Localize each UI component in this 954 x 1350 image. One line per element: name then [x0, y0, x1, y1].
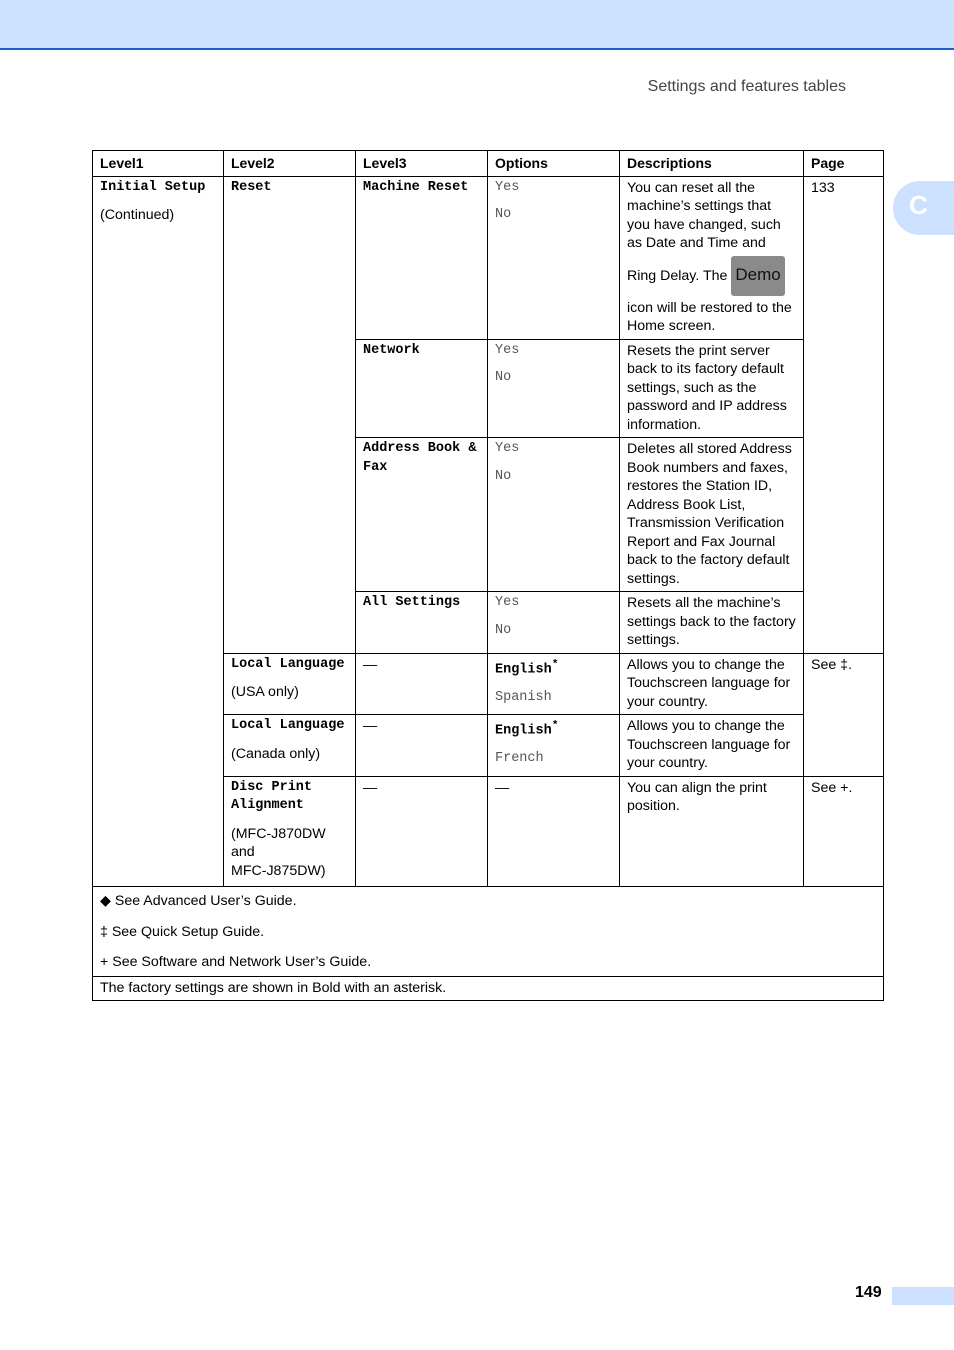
level3-name: Network [363, 342, 420, 358]
footnote: + See Software and Network User’s Guide. [100, 954, 372, 970]
level3-name: All Settings [363, 595, 461, 610]
level2-cell [224, 715, 356, 777]
page-ref: See ‡. [811, 656, 853, 673]
chapter-tab [893, 181, 954, 235]
default-asterisk: * [551, 658, 559, 671]
description-cell [620, 176, 804, 339]
level3-cell [356, 176, 488, 339]
options-cell [488, 176, 620, 339]
level3-cell [356, 438, 488, 592]
options-cell [488, 653, 620, 715]
level2-note: and [231, 844, 255, 860]
level2-note: MFC-J875DW) [231, 862, 326, 879]
page-number: 149 [855, 1284, 882, 1301]
factory-note: The factory settings are shown in Bold with an asterisk. [93, 976, 884, 1001]
option-value: No [495, 468, 512, 484]
description-text: You can reset all the machine’s settings that you have changed, such as Date and Time and [627, 179, 781, 251]
option-default [495, 656, 612, 680]
options-cell: — [488, 776, 620, 887]
description-cell: Allows you to change the Touchscreen language for your country. [620, 715, 804, 777]
level2-cell [224, 176, 356, 653]
description-text-inline [627, 253, 796, 299]
level3-cell: — [356, 776, 488, 887]
page-cell [804, 176, 884, 653]
top-header-band [0, 0, 954, 50]
level3-cell [356, 339, 488, 438]
description-text: Ring Delay. The [627, 267, 728, 284]
level3-name: Address Book & Fax [363, 441, 477, 475]
options-cell [488, 715, 620, 777]
footnotes-row [93, 887, 884, 977]
option-value: No [495, 207, 512, 222]
level2-name: Alignment [231, 798, 304, 813]
level1-cell [93, 176, 224, 887]
column-header: Page [804, 151, 884, 177]
level2-name: Local Language [231, 718, 345, 733]
level3-cell: — [356, 715, 488, 777]
description-text: icon will be restored to the Home screen. [627, 299, 792, 334]
option-value: No [495, 370, 512, 385]
footnotes-cell [93, 887, 884, 977]
settings-table [92, 150, 884, 1001]
options-cell [488, 339, 620, 438]
table-row [93, 176, 884, 339]
level2-cell [224, 653, 356, 715]
chapter-letter: C [909, 190, 928, 220]
description-cell: You can align the print position. [620, 776, 804, 887]
level2-name: Reset [231, 179, 272, 195]
option-value: No [495, 622, 512, 638]
page-cell [804, 776, 884, 887]
description-cell: Resets all the machine’s settings back to the factory settings. [620, 592, 804, 654]
level2-name: Local Language [231, 656, 345, 672]
factory-note-row [93, 976, 884, 1001]
page-cell [804, 653, 884, 776]
page-ref: See +. [811, 779, 853, 796]
column-header: Level3 [356, 151, 488, 177]
table-header-row [93, 151, 884, 177]
demo-button-image: Demo [731, 256, 784, 296]
column-header: Descriptions [620, 151, 804, 177]
default-asterisk: * [551, 720, 559, 732]
level2-note: (MFC-J870DW [231, 825, 326, 842]
level2-note: (Canada only) [231, 745, 321, 762]
level1-name: Initial Setup [100, 179, 206, 195]
footnote: ‡ See Quick Setup Guide. [100, 923, 265, 940]
column-header: Level1 [93, 151, 224, 177]
option-value: French [495, 751, 544, 766]
description-cell: Allows you to change the Touchscreen language for your country. [620, 653, 804, 715]
running-head: Settings and features tables [647, 78, 846, 95]
level2-cell [224, 776, 356, 887]
option-default [495, 717, 612, 741]
page-number-band [892, 1287, 954, 1305]
option-value: Spanish [495, 689, 552, 705]
option-value: English [495, 662, 552, 677]
level3-cell [356, 592, 488, 654]
option-value: Yes [495, 441, 520, 456]
option-value: Yes [495, 342, 520, 358]
footnote: ◆ See Advanced User’s Guide. [100, 893, 297, 909]
level3-name: Machine Reset [363, 179, 469, 195]
level2-name: Disc Print [231, 779, 313, 795]
option-value: English [495, 723, 552, 739]
level3-cell: — [356, 653, 488, 715]
option-value: Yes [495, 595, 520, 610]
description-cell: Deletes all stored Address Book numbers and faxes, restores the Station ID, Address Book List, Transmission Verification Report and Fax Journal back to the factory default settings. [620, 438, 804, 592]
description-cell: Resets the print server back to its factory default settings, such as the password and IP address information. [620, 339, 804, 438]
column-header: Level2 [224, 151, 356, 177]
option-value: Yes [495, 179, 520, 195]
page-ref: 133 [811, 179, 835, 196]
level1-note: (Continued) [100, 207, 175, 223]
options-cell [488, 438, 620, 592]
level2-note: (USA only) [231, 684, 299, 700]
column-header: Options [488, 151, 620, 177]
options-cell [488, 592, 620, 654]
